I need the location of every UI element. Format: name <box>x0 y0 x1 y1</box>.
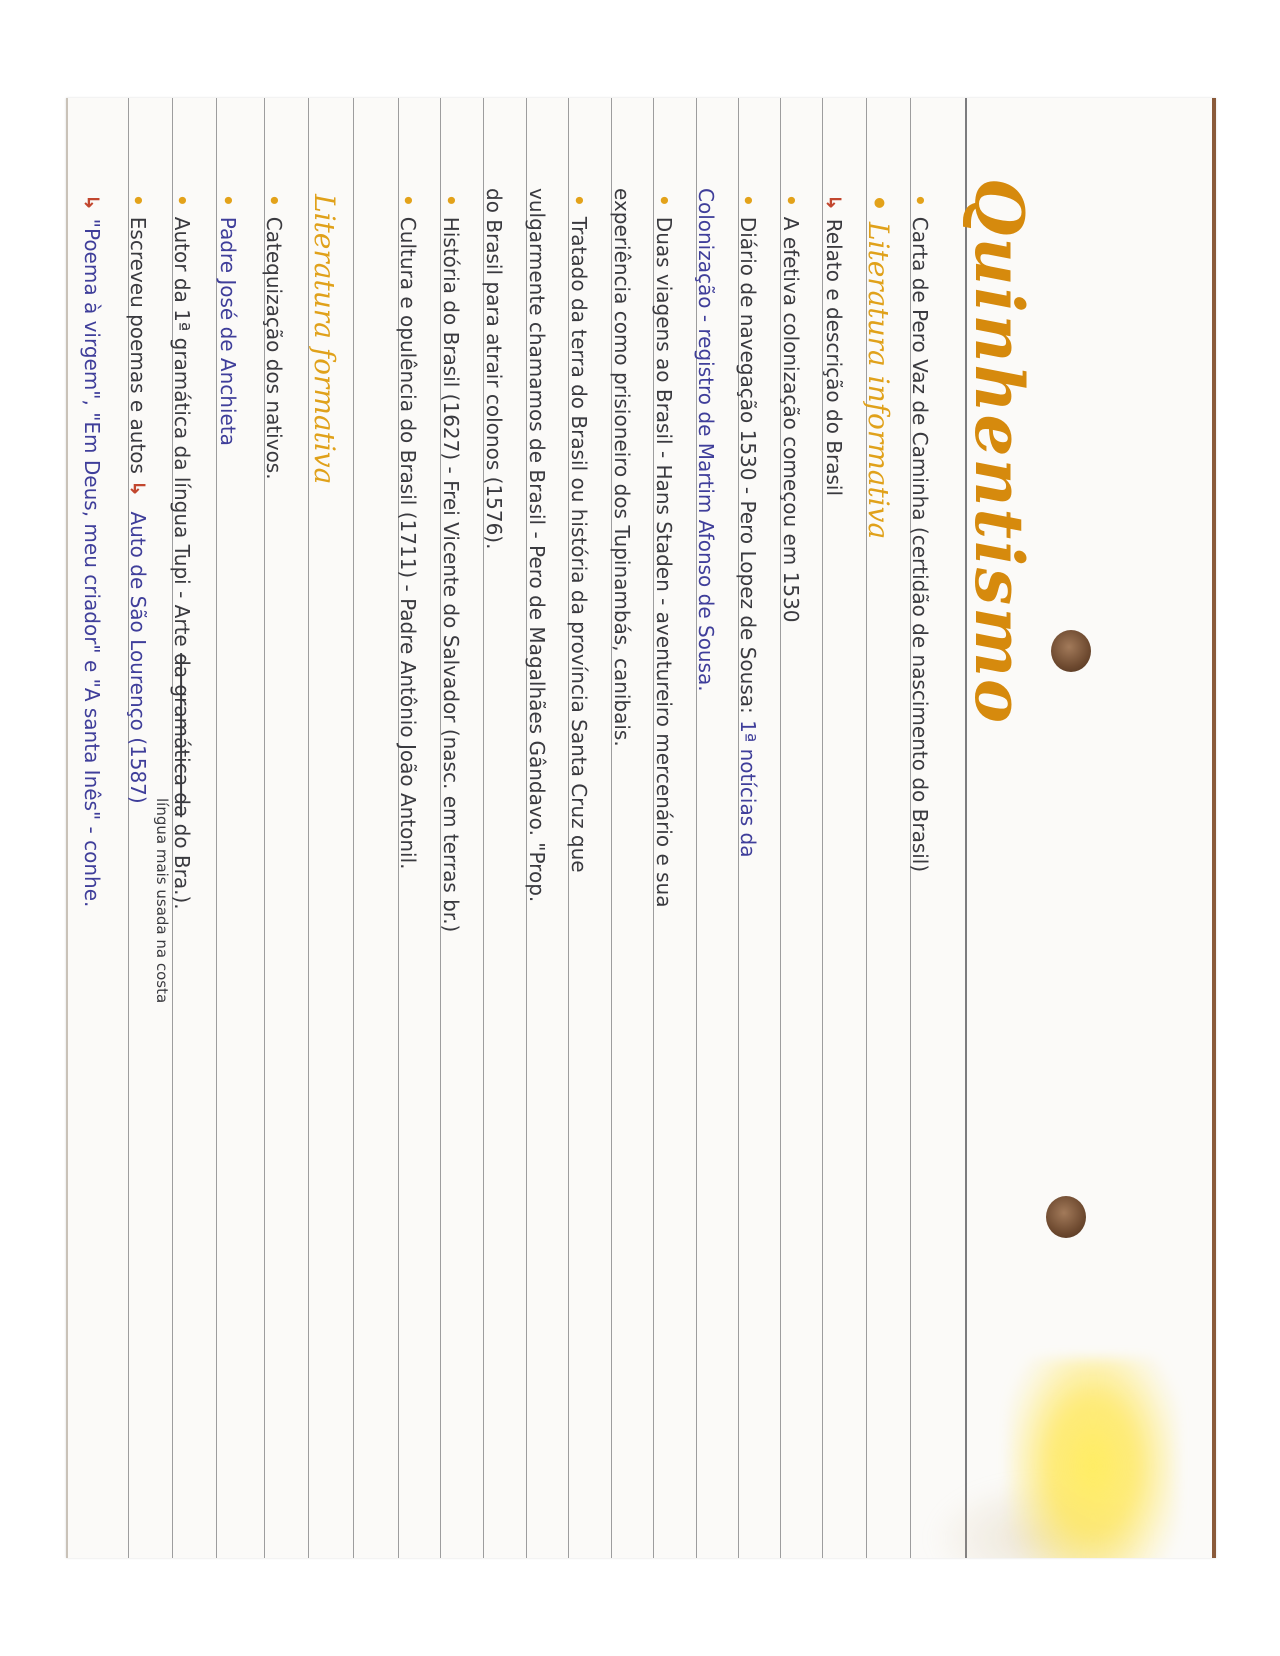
section-heading-informativa <box>862 98 895 1558</box>
bullet-icon: • <box>439 194 463 207</box>
section-heading-formativa: Literatura formativa <box>308 194 341 485</box>
notes-text <box>68 98 1212 1558</box>
bullet-icon: • <box>779 194 803 207</box>
note-line <box>824 98 844 1558</box>
arrow-icon: ↳ <box>822 194 846 211</box>
notebook-page <box>66 98 1216 1558</box>
note-text: Escreveu poemas e autos <box>126 216 150 474</box>
note-line <box>264 98 284 1558</box>
note-text: do Bra.). <box>170 823 194 910</box>
note-text: "Poema à virgem", "Em Deus, meu criador" e "A santa Inês" - conhe. <box>80 218 104 908</box>
note-text-highlight: 1ª notícias da <box>736 720 760 858</box>
page-title: Quinhentismo <box>960 178 1038 726</box>
bullet-icon: • <box>170 194 194 207</box>
bullet-icon: • <box>262 194 286 207</box>
bullet-icon: • <box>652 194 676 207</box>
note-text: A efetiva colonização começou em 1530 <box>779 216 803 623</box>
note-text: Carta de Pero Vaz de Caminha (certidão de nascimento do Brasil) <box>908 216 932 873</box>
note-text: Relato e descrição do Brasil <box>822 218 846 497</box>
bullet-icon: • <box>567 194 591 207</box>
bullet-icon: • <box>126 194 150 207</box>
bullet-icon: • <box>396 194 420 207</box>
note-line: Colonização - registro de Martim Afonso de Sousa. <box>694 188 718 692</box>
bullet-icon: • <box>216 194 240 207</box>
note-annotation: língua mais usada na costa <box>153 798 171 1004</box>
arrow-icon: ↳ <box>80 194 104 211</box>
bullet-icon: • <box>736 194 760 207</box>
arrow-icon: ↳ <box>126 480 150 498</box>
note-text-highlight: Padre José de Anchieta <box>216 216 240 446</box>
note-text: Cultura e opulência do Brasil (1711) - Padre Antônio João Antonil. <box>396 216 420 870</box>
bullet-icon: • <box>908 194 932 207</box>
note-text: Tratado da terra do Brasil ou história da província Santa Cruz que <box>567 216 591 873</box>
note-line <box>128 98 148 1558</box>
note-text: Catequização dos nativos. <box>262 216 286 480</box>
note-text-highlight: Auto de São Lourenço (1587) <box>126 511 150 804</box>
note-line: do Brasil para atrair colonos (1576). <box>482 188 506 550</box>
note-line <box>654 98 674 1558</box>
bullet-icon: • <box>862 194 895 212</box>
note-text-struck: da gramática da <box>170 653 194 818</box>
note-line <box>569 98 589 1558</box>
section-heading-text: Literatura informativa <box>862 221 895 540</box>
note-line <box>781 98 801 1558</box>
note-text: História do Brasil (1627) - Frei Vicente do Salvador (nasc. em terras br.) <box>439 216 463 933</box>
note-line <box>82 98 102 1558</box>
note-text: Autor da 1ª gramática da língua Tupi - Arte <box>170 216 194 647</box>
note-text: Duas viagens ao Brasil - Hans Staden - aventureiro mercenário e sua <box>652 216 676 908</box>
note-line <box>441 98 461 1558</box>
note-line <box>738 98 758 1558</box>
note-line <box>218 98 238 1558</box>
note-line <box>398 98 418 1558</box>
note-line <box>172 98 192 1558</box>
note-text: Diário de navegação 1530 - Pero Lopez de Sousa: <box>736 216 760 714</box>
note-line: experiência como prisioneiro dos Tupinambás, canibais. <box>610 188 634 747</box>
note-line: vulgarmente chamamos de Brasil - Pero de Magalhães Gândavo. "Prop. <box>525 188 549 903</box>
note-line <box>910 98 930 1558</box>
